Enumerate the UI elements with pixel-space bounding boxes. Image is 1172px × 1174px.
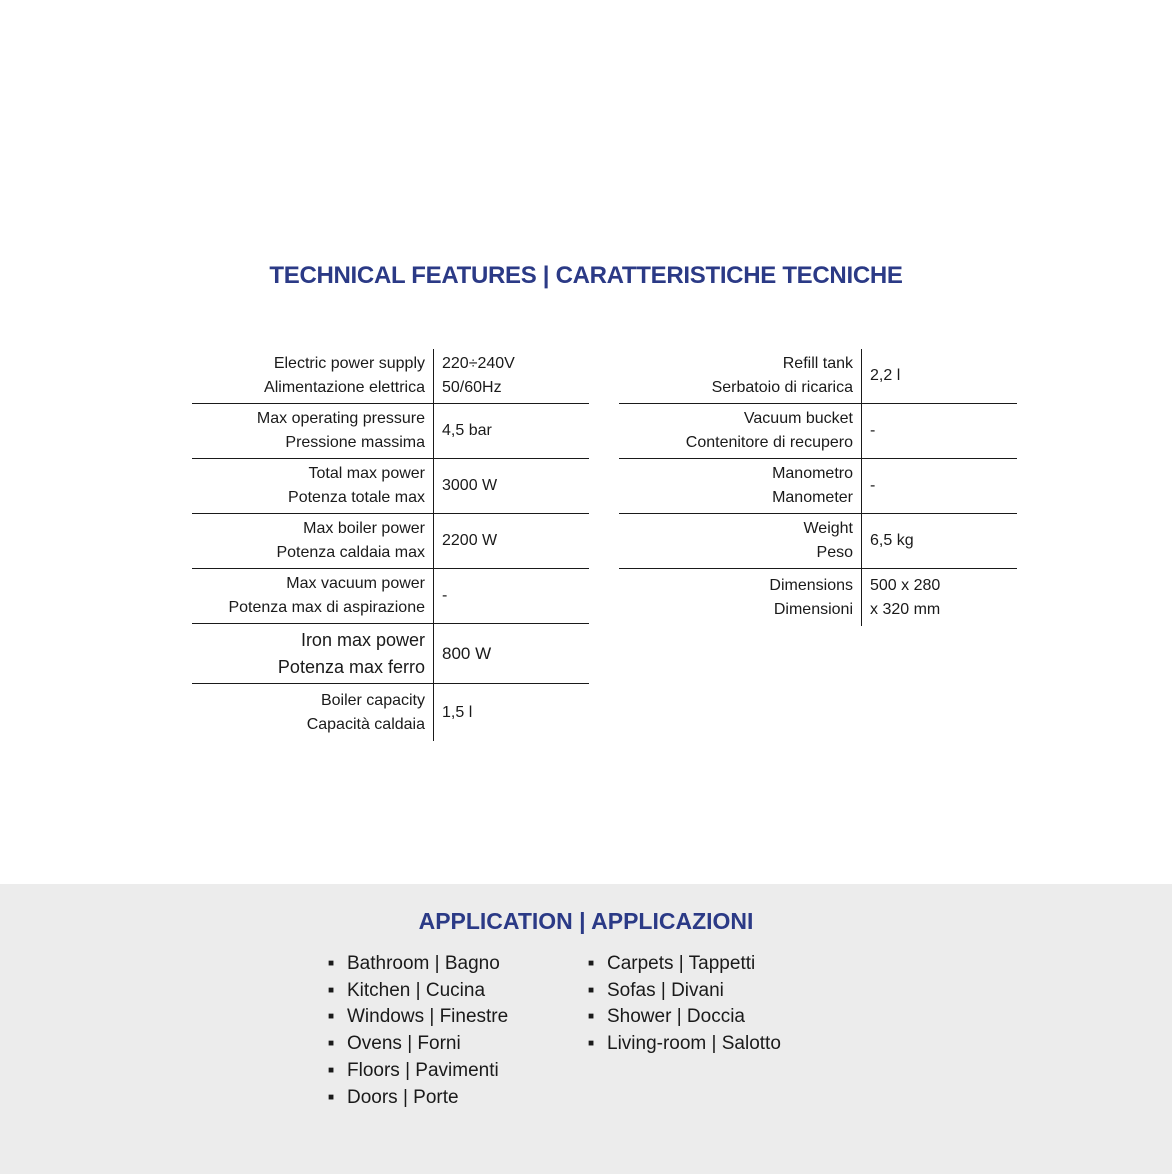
spec-label: [192, 404, 434, 458]
bullet-icon: ■: [328, 984, 335, 996]
spec-value: [434, 684, 472, 741]
spec-label-it: Potenza max ferro: [277, 656, 425, 677]
application-list-col1: [328, 951, 508, 1111]
spec-row-power-supply: [192, 349, 589, 404]
spec-label-en: Boiler capacity: [320, 691, 425, 709]
spec-label: [619, 349, 862, 403]
spec-value-line2: x 320 mm: [870, 600, 941, 618]
page-title: TECHNICAL FEATURES | CARATTERISTICHE TECNICHE: [269, 262, 903, 289]
application-title: APPLICATION | APPLICAZIONI: [418, 908, 754, 934]
spec-value: [434, 514, 497, 568]
bullet-icon: ■: [328, 1064, 335, 1076]
spec-value: [862, 569, 940, 626]
spec-label-en: Max vacuum power: [286, 575, 425, 592]
spec-label-en: Dimensions: [769, 576, 853, 594]
spec-row-boiler-power: [192, 514, 589, 569]
list-item-label: Doors | Porte: [347, 1086, 459, 1108]
spec-row-dimensions: [619, 569, 1017, 626]
bullet-icon: ■: [328, 958, 335, 969]
spec-label: [192, 569, 434, 623]
spec-value: [862, 404, 875, 458]
list-item-label: Kitchen | Cucina: [347, 979, 486, 1001]
spec-label-en: Iron max power: [300, 629, 425, 650]
spec-label-it: Contenitore di recupero: [685, 434, 853, 451]
spec-row-refill-tank: [619, 349, 1017, 404]
spec-value: [862, 459, 875, 513]
spec-value-line1: 220÷240V: [442, 355, 515, 372]
list-item-label: Carpets | Tappetti: [607, 953, 756, 974]
spec-value: [434, 404, 492, 458]
spec-label: [192, 349, 434, 403]
list-item: [588, 1031, 781, 1058]
spec-table-right: [619, 349, 1017, 626]
spec-label: [619, 459, 862, 513]
spec-label: [192, 684, 434, 741]
spec-label: [619, 514, 862, 568]
spec-value-line1: -: [870, 477, 876, 494]
spec-label-en: Manometro: [772, 465, 853, 482]
application-list-col2: [588, 951, 781, 1058]
bullet-icon: ■: [328, 1011, 335, 1023]
spec-value-line1: -: [870, 422, 876, 439]
spec-value: [434, 569, 447, 623]
bullet-icon: ■: [588, 1011, 595, 1023]
spec-value-line2: 50/60Hz: [442, 379, 502, 396]
spec-value-line1: 4,5 bar: [442, 422, 492, 439]
spec-label: [192, 459, 434, 513]
spec-row-manometer: [619, 459, 1017, 514]
list-item-label: Ovens | Forni: [347, 1033, 461, 1055]
spec-row-total-power: [192, 459, 589, 514]
bullet-icon: ■: [328, 1038, 335, 1050]
spec-value-line1: 2200 W: [442, 532, 498, 549]
spec-label: [619, 404, 862, 458]
list-item: [588, 951, 781, 978]
spec-label-it: Potenza caldaia max: [276, 544, 425, 561]
spec-value-line1: 500 x 280: [870, 576, 941, 594]
spec-label-en: Max operating pressure: [256, 410, 425, 427]
spec-row-weight: [619, 514, 1017, 569]
spec-label: [192, 514, 434, 568]
spec-label-it: Pressione massima: [285, 434, 425, 451]
spec-label-it: Alimentazione elettrica: [264, 379, 425, 396]
spec-label-en: Electric power supply: [273, 355, 425, 372]
list-item-label: Living-room | Salotto: [607, 1033, 781, 1055]
list-item-label: Sofas | Divani: [607, 979, 724, 1001]
list-item: [328, 978, 508, 1005]
bullet-icon: ■: [588, 984, 595, 996]
spec-value: [434, 459, 497, 513]
list-item: [588, 978, 781, 1005]
spec-label-en: Weight: [803, 520, 853, 537]
spec-label-en: Vacuum bucket: [743, 410, 853, 427]
spec-value-line1: 800 W: [442, 643, 492, 663]
spec-value: [862, 349, 900, 403]
spec-row-iron-power: [192, 624, 589, 684]
spec-value: [862, 514, 914, 568]
spec-row-vacuum-power: [192, 569, 589, 624]
list-item: [328, 1058, 508, 1085]
spec-label-it: Serbatoio di ricarica: [711, 379, 853, 396]
list-item: [328, 951, 508, 978]
bullet-icon: ■: [328, 1091, 335, 1103]
spec-value-line1: 1,5 l: [442, 703, 473, 721]
spec-label-it: Peso: [816, 544, 853, 561]
list-item: [328, 1085, 508, 1112]
list-item: [588, 1004, 781, 1031]
bullet-icon: ■: [588, 1038, 595, 1050]
spec-row-pressure: [192, 404, 589, 459]
spec-value-line1: -: [442, 587, 448, 604]
list-item-label: Windows | Finestre: [347, 1006, 509, 1028]
spec-row-vacuum-bucket: [619, 404, 1017, 459]
spec-value-line1: 6,5 kg: [870, 532, 914, 549]
spec-label-en: Refill tank: [782, 355, 853, 372]
application-section: [0, 884, 1172, 1174]
bullet-icon: ■: [588, 958, 595, 969]
spec-label-it: Potenza totale max: [288, 489, 425, 506]
spec-label-it: Dimensioni: [773, 600, 853, 618]
spec-label-it: Potenza max di aspirazione: [228, 599, 425, 616]
spec-value: [434, 624, 491, 683]
list-item-label: Shower | Doccia: [607, 1006, 745, 1028]
spec-row-boiler-capacity: [192, 684, 589, 741]
spec-label-en: Max boiler power: [303, 520, 425, 537]
list-item-label: Bathroom | Bagno: [347, 953, 500, 974]
spec-label-it: Manometer: [772, 489, 853, 506]
spec-label: [619, 569, 862, 626]
spec-value-line1: 3000 W: [442, 477, 498, 494]
spec-label-it: Capacità caldaia: [306, 715, 425, 733]
spec-label: [192, 624, 434, 683]
spec-table-left: [192, 349, 589, 741]
list-item: [328, 1031, 508, 1058]
list-item-label: Floors | Pavimenti: [347, 1059, 499, 1081]
spec-value-line1: 2,2 l: [870, 367, 901, 384]
list-item: [328, 1004, 508, 1031]
spec-value: [434, 349, 515, 403]
spec-label-en: Total max power: [308, 465, 425, 482]
